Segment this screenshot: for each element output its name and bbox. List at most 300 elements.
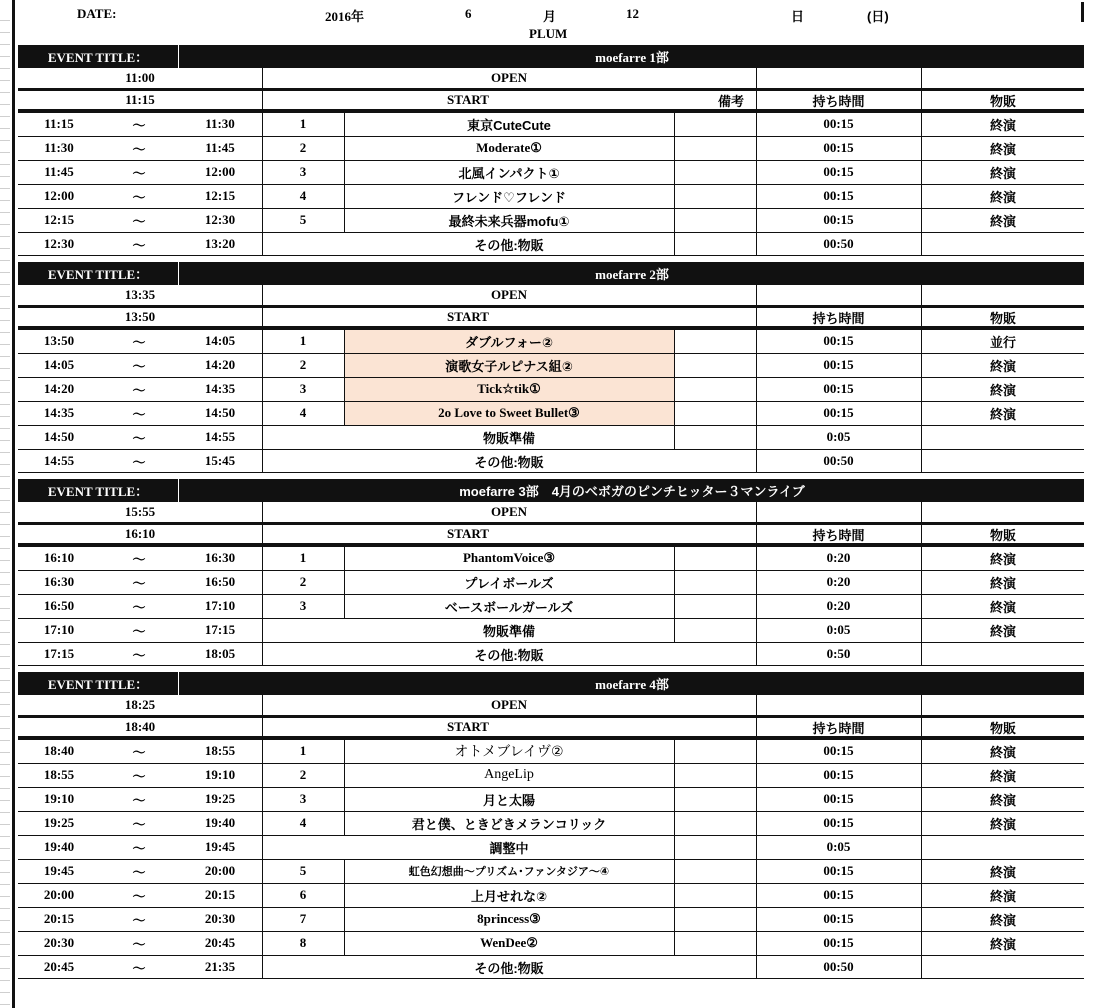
cell-divider <box>674 184 675 208</box>
time-separator: ～ <box>132 599 146 615</box>
cell-divider <box>921 232 922 256</box>
time-separator: ～ <box>132 117 146 133</box>
hold-time: 0:20 <box>826 574 851 589</box>
day-unit: 日 <box>791 9 805 24</box>
cell-divider <box>921 811 922 835</box>
slot-start-time: 16:30 <box>43 574 75 589</box>
open-time: 13:35 <box>124 287 156 302</box>
slot-start-time: 14:05 <box>43 357 75 372</box>
merch-status: 終演 <box>989 189 1016 205</box>
cell-divider <box>674 618 675 642</box>
slot-number: 4 <box>299 815 307 830</box>
cell-divider <box>262 285 263 305</box>
cell-divider <box>674 232 675 256</box>
venue-name: PLUM <box>529 26 568 41</box>
cell-divider <box>674 570 675 594</box>
open-time: 18:25 <box>124 697 156 712</box>
hold-time: 00:15 <box>823 815 854 830</box>
cell-divider <box>756 401 757 425</box>
merch-status: 終演 <box>989 406 1016 422</box>
gridline <box>0 272 10 273</box>
cell-divider <box>344 594 345 618</box>
cell-divider <box>262 811 263 835</box>
gridline <box>0 668 10 669</box>
cell-divider <box>921 285 922 305</box>
time-separator: ～ <box>132 647 146 663</box>
gridline <box>0 908 10 909</box>
cell-divider <box>756 695 757 715</box>
schedule-row <box>18 353 1084 377</box>
cell-divider <box>674 353 675 377</box>
merch-status: 終演 <box>989 816 1016 832</box>
slot-start-time: 20:30 <box>43 935 75 950</box>
act-name: 調整中 <box>489 840 529 856</box>
cell-divider <box>921 955 922 979</box>
event-title-bar <box>18 262 1084 285</box>
act-name: 上月せれな② <box>470 888 547 904</box>
schedule-row <box>18 184 1084 208</box>
gridline <box>0 356 10 357</box>
cell-divider <box>921 642 922 666</box>
hold-time-header: 持ち時間 <box>812 93 865 109</box>
cell-divider <box>674 835 675 859</box>
hold-time: 00:50 <box>823 453 854 468</box>
act-name: 北風インパクト① <box>458 165 560 181</box>
cell-divider <box>262 377 263 401</box>
slot-end-time: 17:10 <box>204 598 236 613</box>
cell-divider <box>344 112 345 136</box>
time-separator: ～ <box>132 623 146 639</box>
slot-start-time: 19:10 <box>43 791 75 806</box>
cell-divider <box>921 305 922 329</box>
act-name: Moderate① <box>476 140 542 155</box>
cell-divider <box>756 787 757 811</box>
schedule-row <box>18 546 1084 570</box>
cell-divider <box>344 184 345 208</box>
schedule-row <box>18 859 1084 883</box>
slot-start-time: 16:50 <box>43 598 75 613</box>
merch-status: 終演 <box>989 165 1016 181</box>
merch-status: 並行 <box>989 334 1016 350</box>
cell-divider <box>344 353 345 377</box>
cell-divider <box>921 88 922 112</box>
cell-divider <box>756 811 757 835</box>
slot-number: 1 <box>299 743 307 758</box>
gridline <box>0 608 10 609</box>
slot-end-time: 12:00 <box>204 164 236 179</box>
cell-divider <box>674 883 675 907</box>
cell-divider <box>262 160 263 184</box>
slot-end-time: 14:35 <box>204 381 236 396</box>
merch-status: 終演 <box>989 358 1016 374</box>
open-time: 11:00 <box>125 70 155 85</box>
time-separator: ～ <box>132 454 146 470</box>
cell-divider <box>344 329 345 353</box>
gridline <box>0 284 10 285</box>
slot-number: 1 <box>299 333 307 348</box>
event-title: moefarre 2部 <box>595 267 669 282</box>
open-label: OPEN <box>490 70 528 85</box>
cell-divider <box>921 136 922 160</box>
cell-divider <box>674 811 675 835</box>
gridline <box>0 944 10 945</box>
cell-divider <box>262 305 263 329</box>
hold-time: 00:15 <box>823 164 854 179</box>
slot-end-time: 11:45 <box>205 140 235 155</box>
slot-start-time: 11:30 <box>44 140 74 155</box>
left-border <box>12 0 15 1008</box>
gridline <box>0 320 10 321</box>
schedule-row <box>18 160 1084 184</box>
slot-number: 1 <box>299 550 307 565</box>
event-title-bar <box>18 479 1084 502</box>
act-name: WenDee② <box>480 935 538 950</box>
cell-divider <box>344 546 345 570</box>
slot-end-time: 12:30 <box>204 212 236 227</box>
gridline <box>0 764 10 765</box>
cell-divider <box>756 642 757 666</box>
event-title-label: EVENT TITLE： <box>18 262 179 285</box>
cell-divider <box>262 546 263 570</box>
schedule-row <box>18 136 1084 160</box>
cell-divider <box>344 160 345 184</box>
cell-divider <box>921 907 922 931</box>
gridline <box>0 392 10 393</box>
hold-time: 00:15 <box>823 743 854 758</box>
gridline <box>0 404 10 405</box>
open-row <box>18 695 1084 715</box>
slot-start-time: 11:45 <box>44 164 74 179</box>
cell-divider <box>756 208 757 232</box>
merch-status: 終演 <box>989 912 1016 928</box>
cell-divider <box>262 184 263 208</box>
cell-divider <box>921 570 922 594</box>
gridline <box>0 164 10 165</box>
remarks-header: 備考 <box>717 93 744 109</box>
start-label: START <box>447 309 489 324</box>
cell-divider <box>344 907 345 931</box>
gridline <box>0 488 10 489</box>
cell-divider <box>921 353 922 377</box>
slot-start-time: 14:55 <box>43 453 75 468</box>
hold-time: 00:15 <box>823 405 854 420</box>
cell-divider <box>262 763 263 787</box>
cell-divider <box>262 618 263 642</box>
gridline <box>0 752 10 753</box>
cell-divider <box>921 695 922 715</box>
hold-time-header: 持ち時間 <box>812 310 865 326</box>
date-year: 2016年 <box>325 9 365 24</box>
slot-end-time: 13:20 <box>204 236 236 251</box>
cell-divider <box>674 594 675 618</box>
cell-divider <box>674 329 675 353</box>
cell-divider <box>756 570 757 594</box>
act-name: ダブルフォー② <box>465 334 553 350</box>
cell-divider <box>262 955 263 979</box>
cell-divider <box>756 835 757 859</box>
act-name: 東京CuteCute <box>467 117 551 133</box>
slot-end-time: 21:35 <box>204 959 236 974</box>
act-name: ベースボールガールズ <box>444 599 574 615</box>
cell-divider <box>756 522 757 546</box>
act-name: その他:物販 <box>474 647 544 663</box>
time-separator: ～ <box>132 575 146 591</box>
act-name: 演歌女子ルピナス組② <box>445 358 573 374</box>
hold-time: 0:50 <box>826 646 851 661</box>
act-name: その他:物販 <box>474 237 544 253</box>
gridline <box>0 128 10 129</box>
gridline <box>0 692 10 693</box>
slot-start-time: 17:10 <box>43 622 75 637</box>
slot-number: 2 <box>299 767 307 782</box>
cell-divider <box>921 522 922 546</box>
gridline <box>0 308 10 309</box>
schedule-row <box>18 401 1084 425</box>
slot-number: 2 <box>299 574 307 589</box>
gridline <box>0 464 10 465</box>
slot-end-time: 14:50 <box>204 405 236 420</box>
slot-start-time: 11:15 <box>44 116 74 131</box>
slot-start-time: 14:50 <box>43 429 75 444</box>
cell-divider <box>756 329 757 353</box>
schedule-row <box>18 570 1084 594</box>
schedule-row <box>18 811 1084 835</box>
act-name: その他:物販 <box>474 960 544 976</box>
gridline <box>0 620 10 621</box>
hold-time: 00:15 <box>823 357 854 372</box>
slot-end-time: 14:05 <box>204 333 236 348</box>
gridline <box>0 248 10 249</box>
act-name: 2o Love to Sweet Bullet③ <box>438 405 580 420</box>
cell-divider <box>921 401 922 425</box>
cell-divider <box>756 502 757 522</box>
gridline <box>0 236 10 237</box>
cell-divider <box>262 329 263 353</box>
slot-start-time: 13:50 <box>43 333 75 348</box>
cell-divider <box>921 449 922 473</box>
cell-divider <box>921 594 922 618</box>
gridline <box>0 584 10 585</box>
merch-status: 終演 <box>989 599 1016 615</box>
gridline <box>0 560 10 561</box>
gridline <box>0 596 10 597</box>
date-month: 6 <box>465 6 472 21</box>
hold-time: 00:15 <box>823 116 854 131</box>
event-title-label: EVENT TITLE： <box>18 45 179 68</box>
gridline <box>0 656 10 657</box>
gridline <box>0 860 10 861</box>
event-title-bar <box>18 672 1084 695</box>
time-separator: ～ <box>132 189 146 205</box>
start-label: START <box>447 92 489 107</box>
act-name: 月と太陽 <box>482 792 535 808</box>
cell-divider <box>756 112 757 136</box>
cell-divider <box>344 739 345 763</box>
start-time: 11:15 <box>125 92 155 107</box>
cell-divider <box>756 931 757 955</box>
hold-time: 00:15 <box>823 911 854 926</box>
schedule-row <box>18 377 1084 401</box>
date-label: DATE: <box>77 6 117 21</box>
slot-number: 3 <box>299 164 307 179</box>
gridline <box>0 572 10 573</box>
slot-number: 6 <box>299 887 307 902</box>
cell-divider <box>262 883 263 907</box>
slot-end-time: 19:45 <box>204 839 236 854</box>
slot-number: 2 <box>299 140 307 155</box>
slot-end-time: 20:15 <box>204 887 236 902</box>
cell-divider <box>344 208 345 232</box>
merch-status: 終演 <box>989 551 1016 567</box>
cell-divider <box>921 329 922 353</box>
cell-divider <box>756 68 757 88</box>
gridline <box>0 728 10 729</box>
gridline <box>0 680 10 681</box>
slot-start-time: 20:00 <box>43 887 75 902</box>
gridline <box>0 20 10 21</box>
gridline <box>0 884 10 885</box>
schedule-row <box>18 787 1084 811</box>
slot-number: 5 <box>299 863 307 878</box>
gridline <box>0 872 10 873</box>
gridline <box>0 200 10 201</box>
time-separator: ～ <box>132 430 146 446</box>
cell-divider <box>344 377 345 401</box>
cell-divider <box>921 502 922 522</box>
open-row <box>18 285 1084 305</box>
gridline <box>0 380 10 381</box>
slot-end-time: 19:10 <box>204 767 236 782</box>
gridline <box>0 368 10 369</box>
hold-time: 0:20 <box>826 550 851 565</box>
cell-divider <box>674 377 675 401</box>
schedule-row <box>18 763 1084 787</box>
gridline <box>0 176 10 177</box>
open-label: OPEN <box>490 287 528 302</box>
merch-status: 終演 <box>989 744 1016 760</box>
start-time: 16:10 <box>124 526 156 541</box>
gridline <box>0 104 10 105</box>
gridline <box>0 56 10 57</box>
cell-divider <box>674 859 675 883</box>
hold-time: 00:15 <box>823 863 854 878</box>
slot-end-time: 16:30 <box>204 550 236 565</box>
gridline <box>0 824 10 825</box>
act-name: 物販準備 <box>482 430 535 446</box>
cell-divider <box>674 160 675 184</box>
start-row <box>18 522 1084 546</box>
start-time: 18:40 <box>124 719 156 734</box>
weekday: (日) <box>867 9 889 24</box>
slot-number: 4 <box>299 188 307 203</box>
gridline <box>0 788 10 789</box>
cell-divider <box>262 931 263 955</box>
start-label: START <box>447 526 489 541</box>
merch-status: 終演 <box>989 141 1016 157</box>
gridline <box>0 992 10 993</box>
gridline <box>0 836 10 837</box>
hold-time: 0:05 <box>826 429 851 444</box>
act-name: 虹色幻想曲～プリズム･ファンタジア～④ <box>408 866 610 878</box>
cell-divider <box>921 931 922 955</box>
merch-status: 終演 <box>989 382 1016 398</box>
cell-divider <box>921 208 922 232</box>
time-separator: ～ <box>132 936 146 952</box>
slot-start-time: 16:10 <box>43 550 75 565</box>
slot-number: 3 <box>299 791 307 806</box>
cell-divider <box>756 285 757 305</box>
gridline <box>0 260 10 261</box>
cell-divider <box>262 449 263 473</box>
cell-divider <box>262 642 263 666</box>
event-title: moefarre 4部 <box>595 677 669 692</box>
slot-number: 4 <box>299 405 307 420</box>
time-separator: ～ <box>132 912 146 928</box>
cell-divider <box>674 739 675 763</box>
time-separator: ～ <box>132 840 146 856</box>
time-separator: ～ <box>132 406 146 422</box>
cell-divider <box>674 787 675 811</box>
schedule-row <box>18 931 1084 955</box>
hold-time: 00:50 <box>823 236 854 251</box>
slot-start-time: 18:40 <box>43 743 75 758</box>
start-row <box>18 88 1084 112</box>
cell-divider <box>756 955 757 979</box>
act-name: Tick☆tik① <box>477 381 541 396</box>
gridline <box>0 116 10 117</box>
merch-status: 終演 <box>989 623 1016 639</box>
cell-divider <box>674 112 675 136</box>
cell-divider <box>756 859 757 883</box>
hold-time: 00:15 <box>823 188 854 203</box>
cell-divider <box>921 859 922 883</box>
slot-end-time: 20:30 <box>204 911 236 926</box>
schedule-row <box>18 594 1084 618</box>
event-title-bar <box>18 45 1084 68</box>
merch-status: 終演 <box>989 888 1016 904</box>
gridline <box>0 956 10 957</box>
cell-divider <box>756 305 757 329</box>
slot-start-time: 20:15 <box>43 911 75 926</box>
slot-end-time: 18:55 <box>204 743 236 758</box>
cell-divider <box>344 811 345 835</box>
start-row <box>18 305 1084 329</box>
cell-divider <box>262 502 263 522</box>
event-title: moefarre 1部 <box>595 50 669 65</box>
cell-divider <box>262 232 263 256</box>
act-name: プレイボールズ <box>464 575 554 591</box>
event-title-label: EVENT TITLE： <box>18 479 179 502</box>
time-separator: ～ <box>132 768 146 784</box>
gridline <box>0 632 10 633</box>
cell-divider <box>756 907 757 931</box>
cell-divider <box>674 763 675 787</box>
slot-number: 7 <box>299 911 307 926</box>
merch-status: 終演 <box>989 936 1016 952</box>
merch-status: 終演 <box>989 792 1016 808</box>
gridline <box>0 704 10 705</box>
time-separator: ～ <box>132 864 146 880</box>
schedule-row <box>18 642 1084 666</box>
merch-header: 物販 <box>989 527 1016 543</box>
time-separator: ～ <box>132 213 146 229</box>
schedule-row <box>18 739 1084 763</box>
cell-divider <box>756 715 757 739</box>
cell-divider <box>262 425 263 449</box>
hold-time: 0:05 <box>826 622 851 637</box>
cell-divider <box>262 594 263 618</box>
cell-divider <box>756 449 757 473</box>
